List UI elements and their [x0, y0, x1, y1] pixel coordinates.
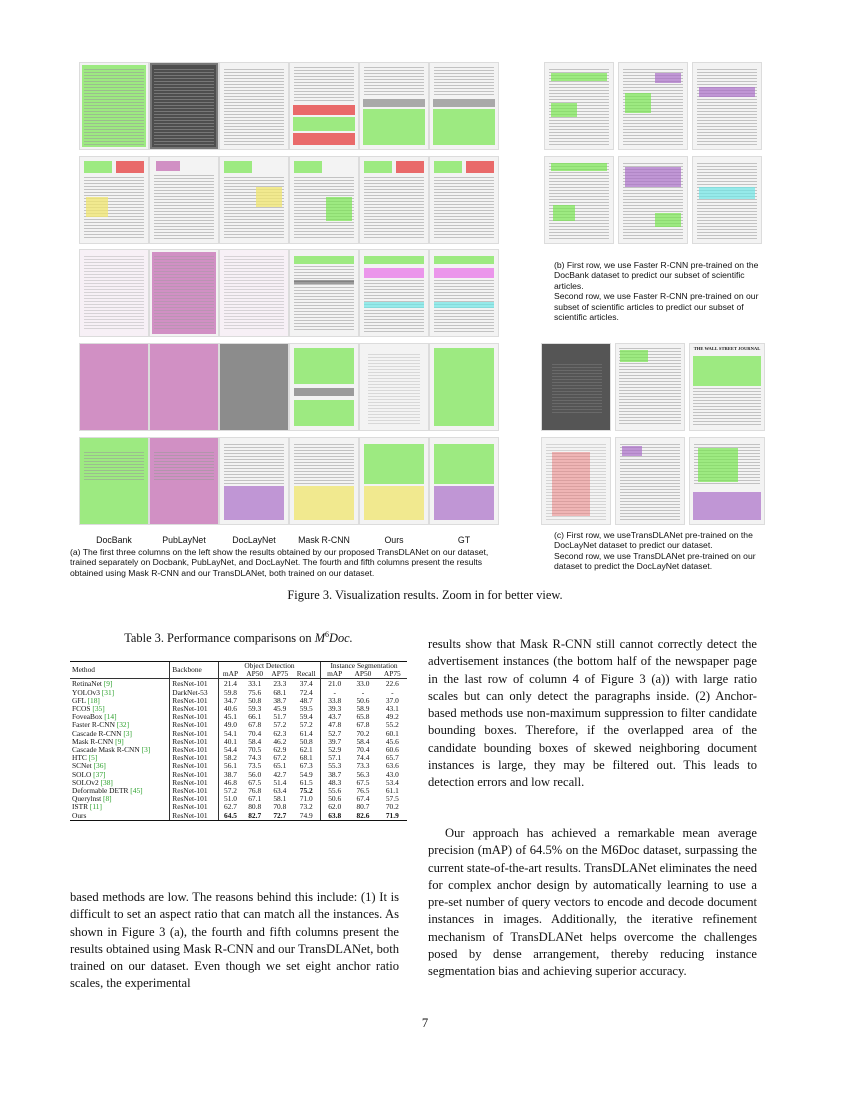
thumb-r4-ours	[359, 343, 429, 431]
cell-value: 70.8	[273, 802, 287, 812]
thumb-r2-doclaynet	[219, 156, 289, 244]
cell-value	[378, 812, 407, 821]
cell-value: 58.4	[248, 736, 262, 746]
performance-table-wrapper	[70, 661, 407, 821]
cell-method	[70, 812, 170, 821]
cell-value: 37.0	[385, 695, 399, 705]
cell-backbone: ResNet-101	[170, 762, 219, 770]
cell-value: 62.1	[299, 745, 313, 755]
cell-value: 61.4	[299, 728, 313, 738]
citation-link[interactable]: [36]	[93, 761, 106, 771]
thumb-r5-maskrcnn	[289, 437, 359, 525]
cell-value: 33.8	[321, 697, 349, 705]
method-name: HTC	[72, 753, 87, 763]
th-od-ap75: AP75	[267, 670, 292, 679]
cell-backbone: DarkNet-53	[170, 689, 219, 697]
cell-value-bold: 63.8	[328, 810, 342, 820]
cell-value: 61.5	[299, 777, 313, 787]
cell-value: 76.5	[356, 786, 370, 796]
cell-value: 21.4	[218, 679, 242, 689]
cell-value: 55.6	[321, 787, 349, 795]
cell-backbone: ResNet-101	[170, 679, 219, 689]
thumb-c-r1-2	[615, 343, 685, 431]
cell-value: 57.1	[321, 754, 349, 762]
cell-value: 37.4	[299, 678, 313, 688]
cell-value	[218, 812, 242, 821]
th-is-ap75: AP75	[378, 670, 407, 679]
cell-value: 57.2	[299, 720, 313, 730]
cell-value-bold: 71.9	[385, 810, 399, 820]
thumb-r2-ours	[359, 156, 429, 244]
cell-value: 22.6	[385, 678, 399, 688]
thumb-r3-doclaynet	[219, 249, 289, 337]
thumb-r1-docbank	[79, 62, 149, 150]
citation-link[interactable]: [9]	[115, 736, 124, 746]
thumb-r1-publaynet	[149, 62, 219, 150]
cell-value: 39.7	[321, 738, 349, 746]
col-label-gt: GT	[457, 535, 471, 545]
cell-value: 74.9	[292, 812, 320, 821]
cell-value: 50.8	[299, 736, 313, 746]
cell-value: 55.3	[321, 762, 349, 770]
thumb-r5-gt	[429, 437, 499, 525]
cell-value: 45.1	[218, 713, 242, 721]
cell-value: 60.6	[385, 745, 399, 755]
citation-link[interactable]: [32]	[116, 720, 130, 730]
method-name: Faster R-CNN	[72, 720, 115, 730]
left-paragraph	[70, 889, 399, 993]
cell-value: 49.2	[385, 712, 399, 722]
cell-value: 57.2	[218, 787, 242, 795]
thumb-r4-publaynet	[149, 343, 219, 431]
newspaper-header: THE WALL STREET JOURNAL	[693, 346, 761, 351]
thumb-r2-gt	[429, 156, 499, 244]
method-name: Cascade R-CNN	[72, 728, 122, 738]
table-body	[70, 679, 407, 820]
cell-value: 57.2	[273, 720, 287, 730]
citation-link[interactable]: [5]	[88, 753, 98, 763]
cell-value-bold: 82.7	[248, 810, 262, 820]
cell-value: 73.5	[248, 761, 262, 771]
cell-value: 76.8	[248, 786, 262, 796]
citation-link[interactable]: [3]	[123, 728, 132, 738]
citation-link[interactable]: [14]	[104, 712, 117, 722]
cell-backbone: ResNet-101	[170, 812, 219, 821]
cell-value: 70.2	[385, 802, 399, 812]
cell-value: 73.2	[299, 802, 313, 812]
th-object-detection: Object Detection	[218, 662, 320, 671]
col-label-docbank: DocBank	[96, 535, 132, 545]
th-is-map: mAP	[321, 670, 349, 679]
cell-value: 23.3	[273, 678, 287, 688]
citation-link[interactable]: [35]	[92, 704, 105, 714]
performance-table	[70, 661, 407, 821]
cell-value: 39.3	[321, 705, 349, 713]
cell-value: 51.7	[273, 712, 287, 722]
cell-value-bold: 72.7	[273, 810, 287, 820]
thumb-c-r1-3	[689, 343, 765, 431]
thumb-r3-docbank	[79, 249, 149, 337]
cell-value: 65.1	[273, 761, 287, 771]
thumb-b-r2-3	[692, 156, 762, 244]
cell-value: 71.0	[299, 794, 313, 804]
thumb-c-r2-1	[541, 437, 611, 525]
right-paragraph-1	[428, 636, 757, 792]
cell-value: 70.5	[248, 745, 262, 755]
table-row	[70, 812, 407, 821]
thumb-r3-maskrcnn	[289, 249, 359, 337]
citation-link[interactable]: [38]	[100, 777, 113, 787]
cell-value: 72.4	[299, 687, 313, 697]
thumb-r2-publaynet	[149, 156, 219, 244]
cell-value: 50.8	[248, 695, 262, 705]
table-title-math: M	[314, 631, 326, 646]
cell-value: 21.0	[321, 679, 349, 689]
citation-link[interactable]: [8]	[103, 794, 112, 804]
cell-backbone: ResNet-101	[170, 803, 219, 811]
cell-value: 67.1	[248, 794, 262, 804]
cell-value: 47.8	[321, 721, 349, 729]
thumb-r1-gt	[429, 62, 499, 150]
method-name: SCNet	[72, 761, 92, 771]
cell-value: 38.7	[321, 771, 349, 779]
th-od-recall: Recall	[292, 670, 320, 679]
cell-value-bold: 82.6	[356, 810, 370, 820]
cell-backbone: ResNet-101	[170, 721, 219, 729]
figure-caption: Figure 3. Visualization results. Zoom in for better view.	[287, 588, 563, 602]
cell-value: 43.1	[385, 704, 399, 714]
thumb-r5-publaynet	[149, 437, 219, 525]
citation-link[interactable]: [11]	[89, 802, 102, 812]
table-row	[70, 679, 407, 689]
method-name: Ours	[72, 810, 87, 820]
method-name: FoveaBox	[72, 712, 103, 722]
th-method: Method	[70, 662, 170, 679]
cell-value-bold: 64.5	[224, 810, 237, 820]
thumb-r4-doclaynet	[219, 343, 289, 431]
cell-value: 45.6	[385, 736, 399, 746]
cell-value: 63.4	[273, 786, 287, 796]
cell-backbone: ResNet-101	[170, 787, 219, 795]
cell-value: 46.8	[218, 779, 242, 787]
method-name: YOLOv3	[72, 687, 100, 697]
method-name: RetinaNet	[72, 679, 102, 689]
cell-value: 38.7	[273, 695, 287, 705]
cell-value: 74.4	[356, 753, 370, 763]
table-title-prefix: Table 3. Performance comparisons on	[124, 631, 315, 646]
thumb-b-r2-1	[544, 156, 614, 244]
caption-c: (c) First row, we useTransDLANet pre-trained on the DocLayNet dataset to predict our dataset. Second row, we use TransDLANet pre-trained on our dataset to predict the DocLayNet dataset.	[554, 530, 756, 572]
cell-value: 46.2	[273, 736, 287, 746]
method-name: Cascade Mask R-CNN	[72, 745, 140, 755]
right-paragraph-2	[428, 825, 757, 981]
thumb-r5-doclaynet	[219, 437, 289, 525]
cell-value: 49.0	[218, 721, 242, 729]
cell-value: 57.5	[385, 794, 399, 804]
thumb-r5-ours	[359, 437, 429, 525]
cell-value: 34.7	[218, 697, 242, 705]
left-paragraph-text: based methods are low. The reasons behind this include: (1) It is difficult to set an aspect ratio that can match all the instances. As shown in Figure 3 (a), the fourth and fifth columns present the results obtained using Mask R-CNN and our TransDLANet, both trained on our dataset. Even though we set eight anchor ratio scales, the experimental	[70, 890, 399, 991]
cell-value: 40.1	[218, 738, 242, 746]
cell-value: 42.7	[273, 769, 287, 779]
thumb-b-r1-2	[618, 62, 688, 150]
col-label-ours: Ours	[384, 535, 404, 545]
cell-backbone: ResNet-101	[170, 779, 219, 787]
right-paragraph-2-text: Our approach has achieved a remarkable mean average precision (mAP) of 64.5% on the M6Doc dataset, surpassing the current state-of-the-art results. TransDLANet eliminates the need for complex anchor design by automatically learning to use a pre-set number of query vectors to encode and decode document instances in images. Additionally, the iterative refinement mechanism of TransDLANet helps overcome the challenges posed by dense arrangement, thereby reducing instance segmentation bias and achieving superior accuracy.	[428, 826, 757, 979]
cell-value: 62.9	[273, 745, 287, 755]
citation-link[interactable]: [3]	[141, 745, 151, 755]
method-name: FCOS	[72, 704, 91, 714]
thumb-r4-gt	[429, 343, 499, 431]
cell-value: 67.4	[356, 794, 370, 804]
method-name: SOLO	[72, 769, 92, 779]
cell-value: -	[361, 687, 365, 697]
cell-value: 65.7	[385, 753, 399, 763]
cell-value: 62.3	[273, 728, 287, 738]
cell-value: 70.2	[356, 728, 370, 738]
cell-value: 54.4	[218, 746, 242, 754]
caption-b: (b) First row, we use Faster R-CNN pre-trained on the DocBank dataset to predict our subset of scientific articles. Second row, we use Faster R-CNN pre-trained on our subset of scientific articles to predict our subset of scientific articles.	[554, 260, 759, 323]
cell-value	[267, 812, 292, 821]
cell-value: 56.0	[248, 769, 262, 779]
cell-value: 59.5	[299, 704, 313, 714]
cell-backbone: ResNet-101	[170, 771, 219, 779]
cell-value: 51.0	[218, 795, 242, 803]
cell-value: 62.7	[218, 803, 242, 811]
cell-value: 74.3	[248, 753, 262, 763]
thumb-r1-ours	[359, 62, 429, 150]
cell-value	[321, 812, 349, 821]
cell-backbone: ResNet-101	[170, 713, 219, 721]
cell-value: 54.9	[299, 769, 313, 779]
cell-value: 59.4	[299, 712, 313, 722]
cell-value: 70.4	[248, 728, 262, 738]
thumb-r1-maskrcnn	[289, 62, 359, 150]
cell-value: 68.1	[299, 753, 313, 763]
citation-link[interactable]: [18]	[87, 695, 100, 705]
th-instance-segmentation: Instance Segmentation	[321, 662, 407, 671]
cell-value: 60.1	[385, 728, 399, 738]
caption-a: (a) The first three columns on the left show the results obtained by our proposed TransDLANet on our dataset, trained separately on Docbank, PubLayNet, and DocLayNet. The fourth and fifth columns present the results obtained using Mask R-CNN and our TransDLANet, both trained on our dataset.	[70, 547, 489, 578]
cell-value: 48.3	[321, 779, 349, 787]
cell-value: 59.8	[218, 689, 242, 697]
method-name: Deformable DETR	[72, 786, 129, 796]
citation-link[interactable]: [37]	[93, 769, 106, 779]
cell-value: 58.1	[273, 794, 287, 804]
thumb-r3-publaynet	[149, 249, 219, 337]
method-name: GFL	[72, 695, 86, 705]
citation-link[interactable]: [45]	[130, 786, 143, 796]
table-title-sup: 6	[325, 630, 330, 639]
cell-value: 67.5	[356, 777, 370, 787]
method-name: ISTR	[72, 802, 89, 812]
thumb-b-r1-1	[544, 62, 614, 150]
citation-link[interactable]: [9]	[103, 679, 113, 689]
thumb-r2-maskrcnn	[289, 156, 359, 244]
cell-value: 80.8	[248, 802, 262, 812]
cell-value: 67.5	[248, 777, 262, 787]
cell-backbone: ResNet-101	[170, 697, 219, 705]
cell-value: 50.6	[356, 695, 370, 705]
cell-value: 62.0	[321, 803, 349, 811]
col-label-maskrcnn: Mask R-CNN	[298, 535, 350, 545]
cell-backbone: ResNet-101	[170, 730, 219, 738]
cell-backbone: ResNet-101	[170, 746, 219, 754]
cell-value: 67.3	[299, 761, 313, 771]
thumb-r3-ours	[359, 249, 429, 337]
cell-backbone: ResNet-101	[170, 754, 219, 762]
cell-value: 33.1	[248, 678, 262, 688]
cell-backbone: ResNet-101	[170, 795, 219, 803]
cell-value: 48.7	[299, 695, 313, 705]
cell-value: 40.6	[218, 705, 242, 713]
th-od-ap50: AP50	[242, 670, 267, 679]
cell-value: 43.0	[385, 769, 399, 779]
col-label-doclaynet: DocLayNet	[232, 535, 276, 545]
thumb-c-r2-2	[615, 437, 685, 525]
cell-value: 33.0	[356, 678, 370, 688]
thumb-r4-docbank	[79, 343, 149, 431]
cell-value: 54.1	[218, 730, 242, 738]
cell-value: 67.8	[248, 720, 262, 730]
method-name: Mask R-CNN	[72, 736, 114, 746]
cell-value: 59.3	[248, 704, 262, 714]
citation-link[interactable]: [31]	[101, 687, 115, 697]
cell-value: -	[321, 689, 349, 697]
cell-value: 80.7	[356, 802, 370, 812]
thumb-r1-doclaynet	[219, 62, 289, 150]
cell-value: 58.9	[356, 704, 370, 714]
thumb-r5-docbank	[79, 437, 149, 525]
cell-value: 67.2	[273, 753, 287, 763]
method-name: SOLOv2	[72, 777, 99, 787]
cell-value: 58.4	[356, 736, 370, 746]
cell-value: -	[391, 687, 394, 697]
cell-value-bold: 75.2	[299, 786, 313, 796]
cell-value: 56.1	[218, 762, 242, 770]
cell-value: 66.1	[248, 712, 262, 722]
thumb-c-r2-3	[689, 437, 765, 525]
table-title	[70, 630, 407, 646]
thumb-r2-docbank	[79, 156, 149, 244]
thumb-b-r1-3	[692, 62, 762, 150]
cell-value	[242, 812, 267, 821]
cell-value: 38.7	[218, 771, 242, 779]
cell-value: 52.9	[321, 746, 349, 754]
cell-value: 75.6	[248, 687, 262, 697]
cell-value: 56.3	[356, 769, 370, 779]
cell-value: 53.4	[385, 777, 399, 787]
cell-value: 51.4	[273, 777, 287, 787]
cell-value: 65.8	[356, 712, 370, 722]
cell-value: 58.2	[218, 754, 242, 762]
col-label-publaynet: PubLayNet	[162, 535, 206, 545]
th-od-map: mAP	[218, 670, 242, 679]
right-paragraph-1-text: results show that Mask R-CNN still cannot correctly detect the advertisement instances (the bottom half of the newspaper page in the last row of column 4 of Figure 3 (a)) with large ratio scales but can only detect the paragraphs inside. (2) Anchor-based methods use non-maximum suppression to filter candidate bounding boxes. Therefore, if the overlapped area of the candidate bounding boxes of skewed neighboring document instances is large, they may be filtered out. This leads to detection errors and low recall.	[428, 637, 757, 790]
th-is-ap50: AP50	[348, 670, 377, 679]
cell-value: 63.6	[385, 761, 399, 771]
cell-value: 55.2	[385, 720, 399, 730]
table-title-suffix: Doc.	[329, 631, 353, 646]
page-number: 7	[421, 1016, 429, 1030]
cell-value: 67.8	[356, 720, 370, 730]
thumb-c-r1-1	[541, 343, 611, 431]
thumb-r3-gt	[429, 249, 499, 337]
cell-value	[348, 812, 377, 821]
cell-backbone: ResNet-101	[170, 738, 219, 746]
cell-value: 45.9	[273, 704, 287, 714]
thumb-r4-maskrcnn	[289, 343, 359, 431]
cell-value: 70.4	[356, 745, 370, 755]
cell-backbone: ResNet-101	[170, 705, 219, 713]
cell-value: 52.7	[321, 730, 349, 738]
cell-value: 43.7	[321, 713, 349, 721]
th-backbone: Backbone	[170, 662, 219, 679]
thumb-b-r2-2	[618, 156, 688, 244]
cell-value: 61.1	[385, 786, 399, 796]
method-name: Querylnst	[72, 794, 102, 804]
cell-value: 68.1	[273, 687, 287, 697]
cell-value: 73.3	[356, 761, 370, 771]
cell-value: 50.6	[321, 795, 349, 803]
